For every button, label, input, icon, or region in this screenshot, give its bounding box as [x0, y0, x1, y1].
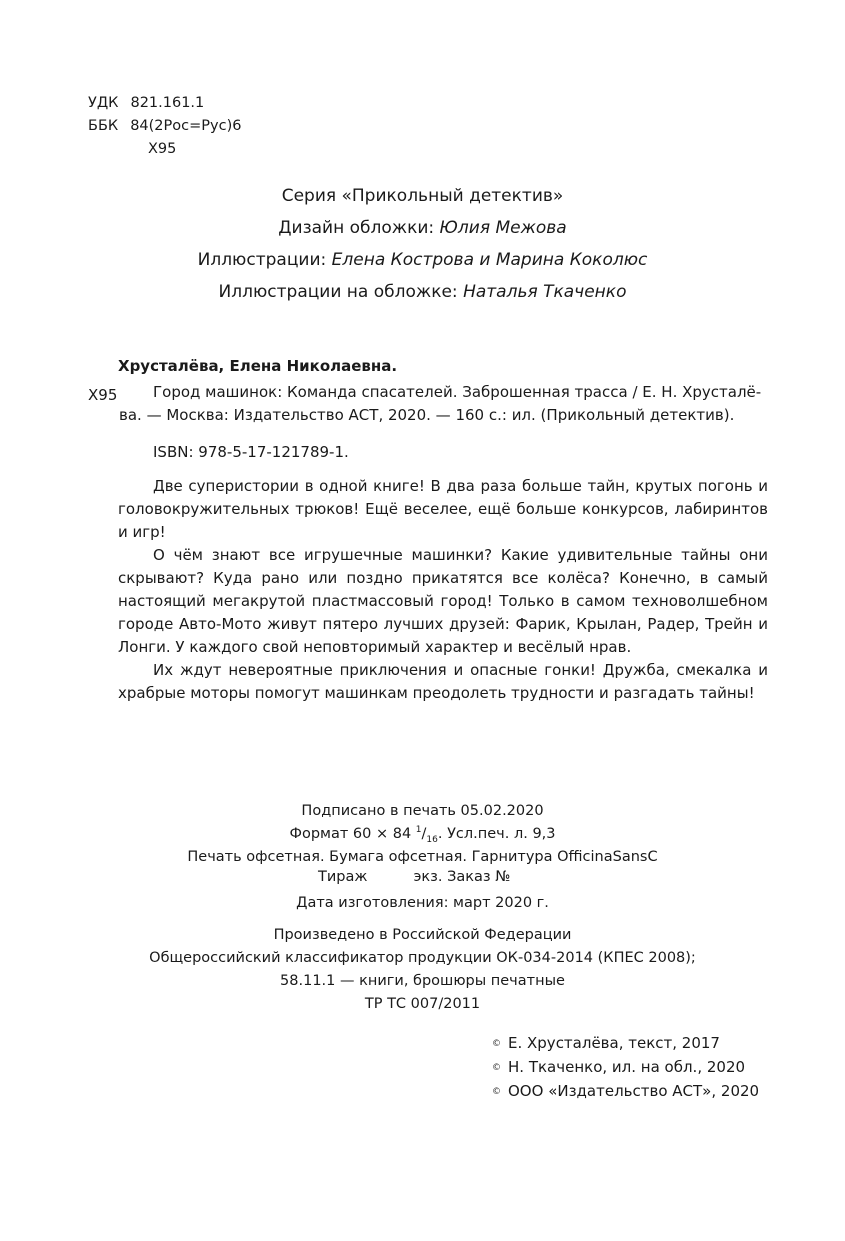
- copyright-text: Н. Ткаченко, ил. на обл., 2020: [508, 1058, 746, 1076]
- copyright-icon: ©: [492, 1039, 501, 1049]
- copyright-icon: ©: [492, 1087, 501, 1097]
- bibliography-line-1: Город машинок: Команда спасателей. Заброшенная трасса / Е. Н. Хрусталё-: [153, 383, 762, 401]
- author-mark: Х95: [148, 141, 177, 157]
- product-classifier: Общероссийский классификатор продукции ОК-034-2014 (КПЕС 2008);: [149, 950, 696, 966]
- illustrations-line: [0, 244, 845, 276]
- signed-to-print: Подписано в печать 05.02.2020: [301, 803, 544, 819]
- print-run-label: Тираж: [318, 869, 368, 885]
- production-info: [0, 924, 845, 1016]
- author-heading: Хрусталёва, Елена Николаевна.: [118, 357, 398, 375]
- cover-illustrations-label: Иллюстрации на обложке:: [218, 282, 464, 302]
- made-in: Произведено в Российской Федерации: [273, 927, 572, 943]
- copyright-line: [492, 1056, 759, 1080]
- bbk-label: ББК: [88, 118, 119, 134]
- bibliography-line-2: ва. — Москва: Издательство АСТ, 2020. — 160 с.: ил. (Прикольный детектив).: [119, 406, 735, 424]
- copyright-icon: ©: [492, 1063, 501, 1073]
- product-code: 58.11.1 — книги, брошюры печатные: [280, 973, 565, 989]
- print-run-order: экз. Заказ №: [413, 869, 511, 885]
- copyright-line: [492, 1080, 759, 1104]
- bbk-line: [88, 115, 241, 138]
- cover-illustrations-line: [0, 276, 845, 308]
- bbk-value: 84(2Рос=Рус)6: [130, 118, 242, 134]
- isbn: ISBN: 978-5-17-121789-1.: [153, 443, 349, 461]
- technical-regulation: ТР ТС 007/2011: [364, 996, 481, 1012]
- format-numerator: 1: [415, 825, 422, 836]
- annotation-paragraph: Две суперистории в одной книге! В два раза больше тайн, крутых погонь и головокружительных трюков! Ещё веселее, ещё больше конкурсов, лабиринтов и игр!: [118, 477, 768, 541]
- bibliography-mark: Х95: [88, 386, 118, 404]
- copyright-text: ООО «Издательство АСТ», 2020: [508, 1082, 760, 1100]
- format-suffix: . Усл.печ. л. 9,3: [437, 826, 556, 842]
- copyright-block: [492, 1032, 759, 1104]
- udk-label: УДК: [88, 95, 119, 111]
- print-run-line: [318, 869, 510, 885]
- series-line: Серия «Прикольный детектив»: [281, 186, 564, 206]
- udk-line: [88, 92, 204, 115]
- annotation: [118, 475, 768, 705]
- cover-illustrations-name: Наталья Ткаченко: [463, 282, 627, 302]
- print-line: Печать офсетная. Бумага офсетная. Гарнитура OfficinaSansC: [187, 849, 658, 865]
- udk-value: 821.161.1: [130, 95, 205, 111]
- copyright-text: Е. Хрусталёва, текст, 2017: [508, 1034, 720, 1052]
- manufacture-date: Дата изготовления: март 2020 г.: [296, 895, 549, 911]
- print-imprint: [0, 800, 845, 869]
- format-line: Формат 60 × 84 $^1/_{16}$. Усл.печ. л. 9,3: [289, 825, 556, 845]
- cover-design-line: [0, 212, 845, 244]
- format-denominator: 16: [426, 834, 438, 845]
- copyright-line: [492, 1032, 759, 1056]
- cover-design-label: Дизайн обложки:: [278, 218, 440, 238]
- illustrations-names: Елена Кострова и Марина Коколюс: [331, 250, 648, 270]
- annotation-paragraph: Их ждут невероятные приключения и опасные гонки! Дружба, смекалка и храбрые моторы помогут машинкам преодолеть трудности и разгадать тайны!: [118, 661, 768, 702]
- bibliography-description: [119, 381, 767, 427]
- series-credits: [0, 180, 845, 308]
- cover-design-name: Юлия Межова: [439, 218, 567, 238]
- annotation-paragraph: О чём знают все игрушечные машинки? Какие удивительные тайны они скрывают? Куда рано или поздно прикатятся все колёса? Конечно, в самый настоящий мегакрутой пластмассовый город! Только в самом техноволшебном городе Авто-Мото живут пятеро лучших друзей: Фарик, Крылан, Радер, Трейн и Лонги. У каждого свой неповторимый характер и весёлый нрав.: [118, 546, 768, 656]
- format-prefix: Формат 60 × 84: [289, 826, 416, 842]
- illustrations-label: Иллюстрации:: [197, 250, 332, 270]
